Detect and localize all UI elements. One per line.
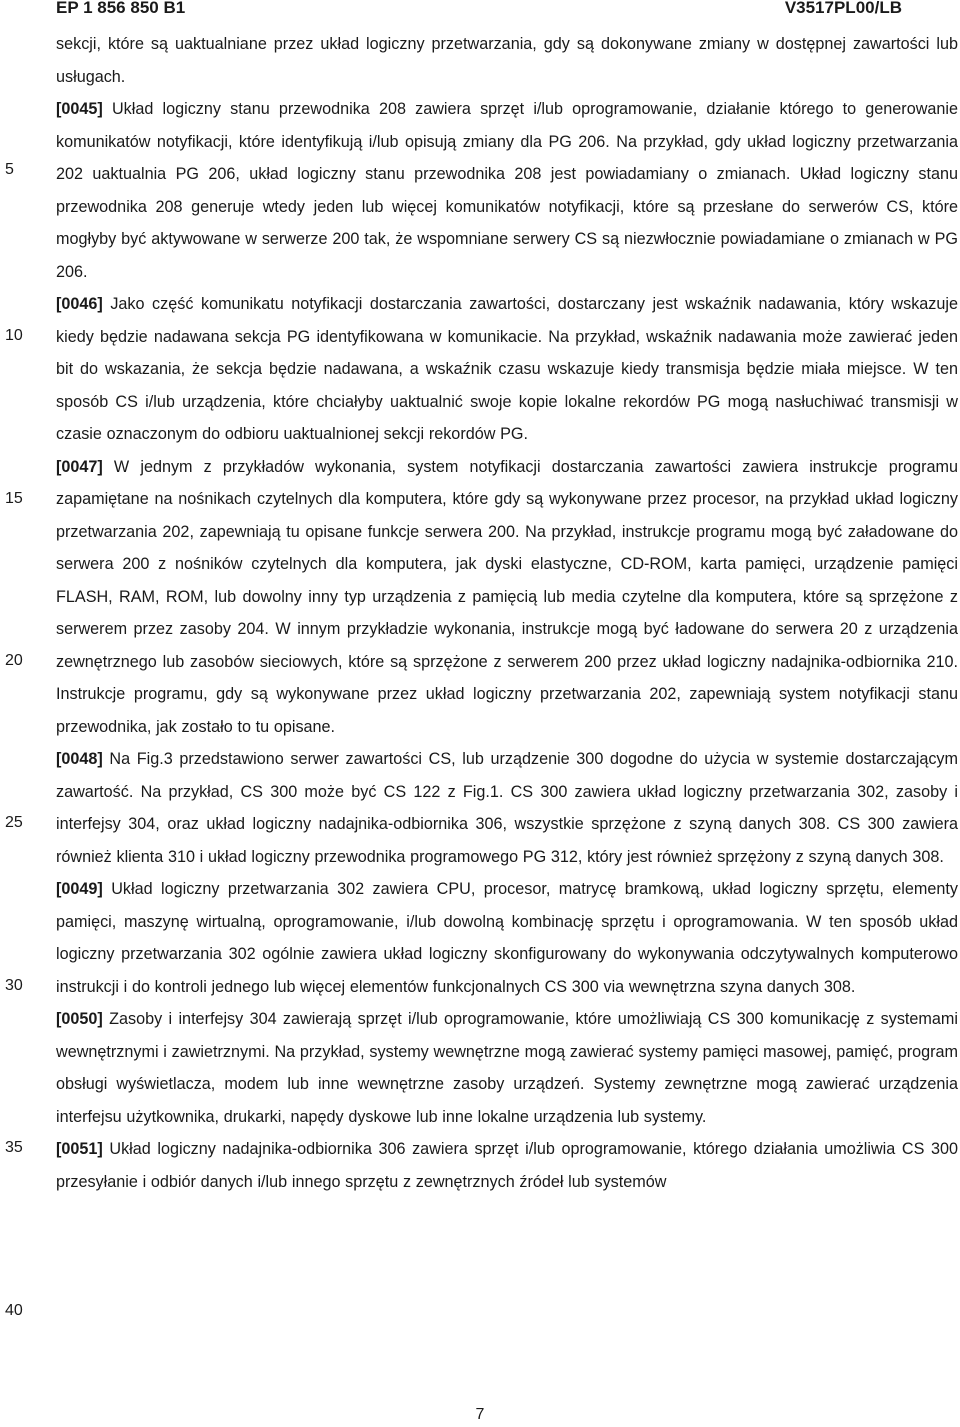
paragraph-number: [0051] (56, 1140, 103, 1158)
paragraph-number: [0045] (56, 100, 103, 118)
line-number: 20 (5, 652, 23, 669)
paragraph-text: Na Fig.3 przedstawiono serwer zawartości CS, lub urządzenie 300 dogodne do użycia w systemie dostarczającym zawartość. Na przykład, CS 300 może być CS 122 z Fig.1. CS 300 zawiera układ logiczny przetwarzania 302, zasoby i interfejsy 304, oraz układ logiczny nadajnika-odbiornika 306, wszystkie sprzężone z szyną danych 308. CS 300 zawiera również klienta 310 i układ logiczny przewodnika programowego PG 312, który jest również sprzężony z szyną danych 308. (56, 750, 958, 866)
patent-number: EP 1 856 850 B1 (56, 0, 186, 17)
paragraph-number: [0049] (56, 880, 103, 898)
paragraph-0047 (56, 451, 958, 744)
paragraph-text: Układ logiczny stanu przewodnika 208 zawiera sprzęt i/lub oprogramowanie, działanie którego to generowanie komunikatów notyfikacji, które identyfikują i/lub opisują zmiany dla PG 206. Na przykład, gdy układ logiczny przetwarzania 202 uaktualnia PG 206, układ logiczny stanu przewodnika 208 jest powiadamiany o zmianach. Układ logiczny stanu przewodnika 208 generuje wtedy jeden lub więcej komunikatów notyfikacji, które są przesłane do serwerów CS, które mogłyby być aktywowane w serwerze 200 tak, że wspomniane serwery CS są niezwłocznie powiadamiane o zmianach w PG 206. (56, 100, 958, 281)
paragraph-0046 (56, 288, 958, 451)
paragraph-0049 (56, 873, 958, 1003)
paragraph-0045 (56, 93, 958, 288)
paragraph-number: [0046] (56, 295, 103, 313)
paragraph-0050 (56, 1003, 958, 1133)
line-number: 40 (5, 1302, 23, 1319)
document-body (56, 28, 958, 1198)
paragraph-continuation (56, 28, 958, 93)
paragraph-text: Układ logiczny nadajnika-odbiornika 306 zawiera sprzęt i/lub oprogramowanie, którego działania umożliwia CS 300 przesyłanie i odbiór danych i/lub innego sprzętu z zewnętrznych źródeł lub systemów (56, 1140, 958, 1191)
paragraph-text: sekcji, które są uaktualniane przez układ logiczny przetwarzania, gdy są dokonywane zmiany w dostępnej zawartości lub usługach. (56, 35, 958, 86)
line-number: 15 (5, 490, 23, 507)
paragraph-0051 (56, 1133, 958, 1198)
paragraph-text: Układ logiczny przetwarzania 302 zawiera CPU, procesor, matrycę bramkową, układ logiczny sprzętu, elementy pamięci, maszynę wirtualną, oprogramowanie, i/lub dowolną kombinację sprzętu i oprogramowania. W ten sposób układ logiczny przetwarzania 302 ogólnie zawiera układ logiczny skonfigurowany do wykonywania odczytywalnych komputerowo instrukcji i do kontroli jednego lub więcej elementów funkcjonalnych CS 300 via wewnętrzna szyna danych 308. (56, 880, 958, 996)
line-number: 30 (5, 977, 23, 994)
paragraph-0048 (56, 743, 958, 873)
line-number: 35 (5, 1139, 23, 1156)
document-code: V3517PL00/LB (784, 0, 902, 17)
paragraph-text: W jednym z przykładów wykonania, system notyfikacji dostarczania zawartości zawiera instrukcje programu zapamiętane na nośnikach czytelnych dla komputera, które gdy są wykonywane przez procesor, na przykład układ logiczny przetwarzania 202, zapewniają tu opisane funkcje serwera 200. Na przykład, instrukcje programu mogą być załadowane do serwera 200 z nośników czytelnych dla komputera, jak dyski elastyczne, CD-ROM, karta pamięci, urządzenie pamięci FLASH, RAM, ROM, lub dowolny inny typ urządzenia z pamięcią lub media czytelne dla komputera, które są sprzężone z serwerem przez zasoby 204. W innym przykładzie wykonania, instrukcje mogą być ładowane do serwera 20 z urządzenia zewnętrznego lub zasobów sieciowych, które są sprzężone z serwerem 200 przez układ logiczny nadajnika-odbiornika 210. Instrukcje programu, gdy są wykonywane przez układ logiczny przetwarzania 202, zapewniają system notyfikacji stanu przewodnika, jak zostało to tu opisane. (56, 457, 958, 736)
paragraph-number: [0047] (56, 457, 103, 476)
line-number: 10 (5, 327, 23, 344)
paragraph-number: [0050] (56, 1010, 103, 1028)
paragraph-text: Zasoby i interfejsy 304 zawierają sprzęt i/lub oprogramowanie, które umożliwiają CS 300 komunikację z systemami wewnętrznymi i zawietrznymi. Na przykład, systemy wewnętrzne mogą zawierać systemy pamięci masowej, pamięć, program obsługi wyświetlacza, modem lub inne wewnętrzne zasoby urządzeń. Systemy zewnętrzne mogą zawierać urządzenia interfejsu użytkownika, drukarki, napędy dyskowe lub inne lokalne urządzenia lub systemy. (56, 1010, 958, 1126)
paragraph-number: [0048] (56, 750, 103, 768)
line-number: 25 (5, 814, 23, 831)
page-number: 7 (475, 1406, 485, 1423)
line-number: 5 (5, 161, 14, 178)
paragraph-text: Jako część komunikatu notyfikacji dostarczania zawartości, dostarczany jest wskaźnik nadawania, który wskazuje kiedy będzie nadawana sekcja PG identyfikowana w komunikacie. Na przykład, wskaźnik nadawania może zawierać jeden bit do wskazania, że sekcja będzie nadawana, a wskaźnik czasu wskazuje kiedy transmisja będzie miała miejsce. W ten sposób CS i/lub urządzenia, które chciałyby uaktualnić swoje kopie lokalne rekordów PG mogą nasłuchiwać transmisji w czasie oznaczonym do odbioru uaktualnionej sekcji rekordów PG. (56, 295, 958, 443)
